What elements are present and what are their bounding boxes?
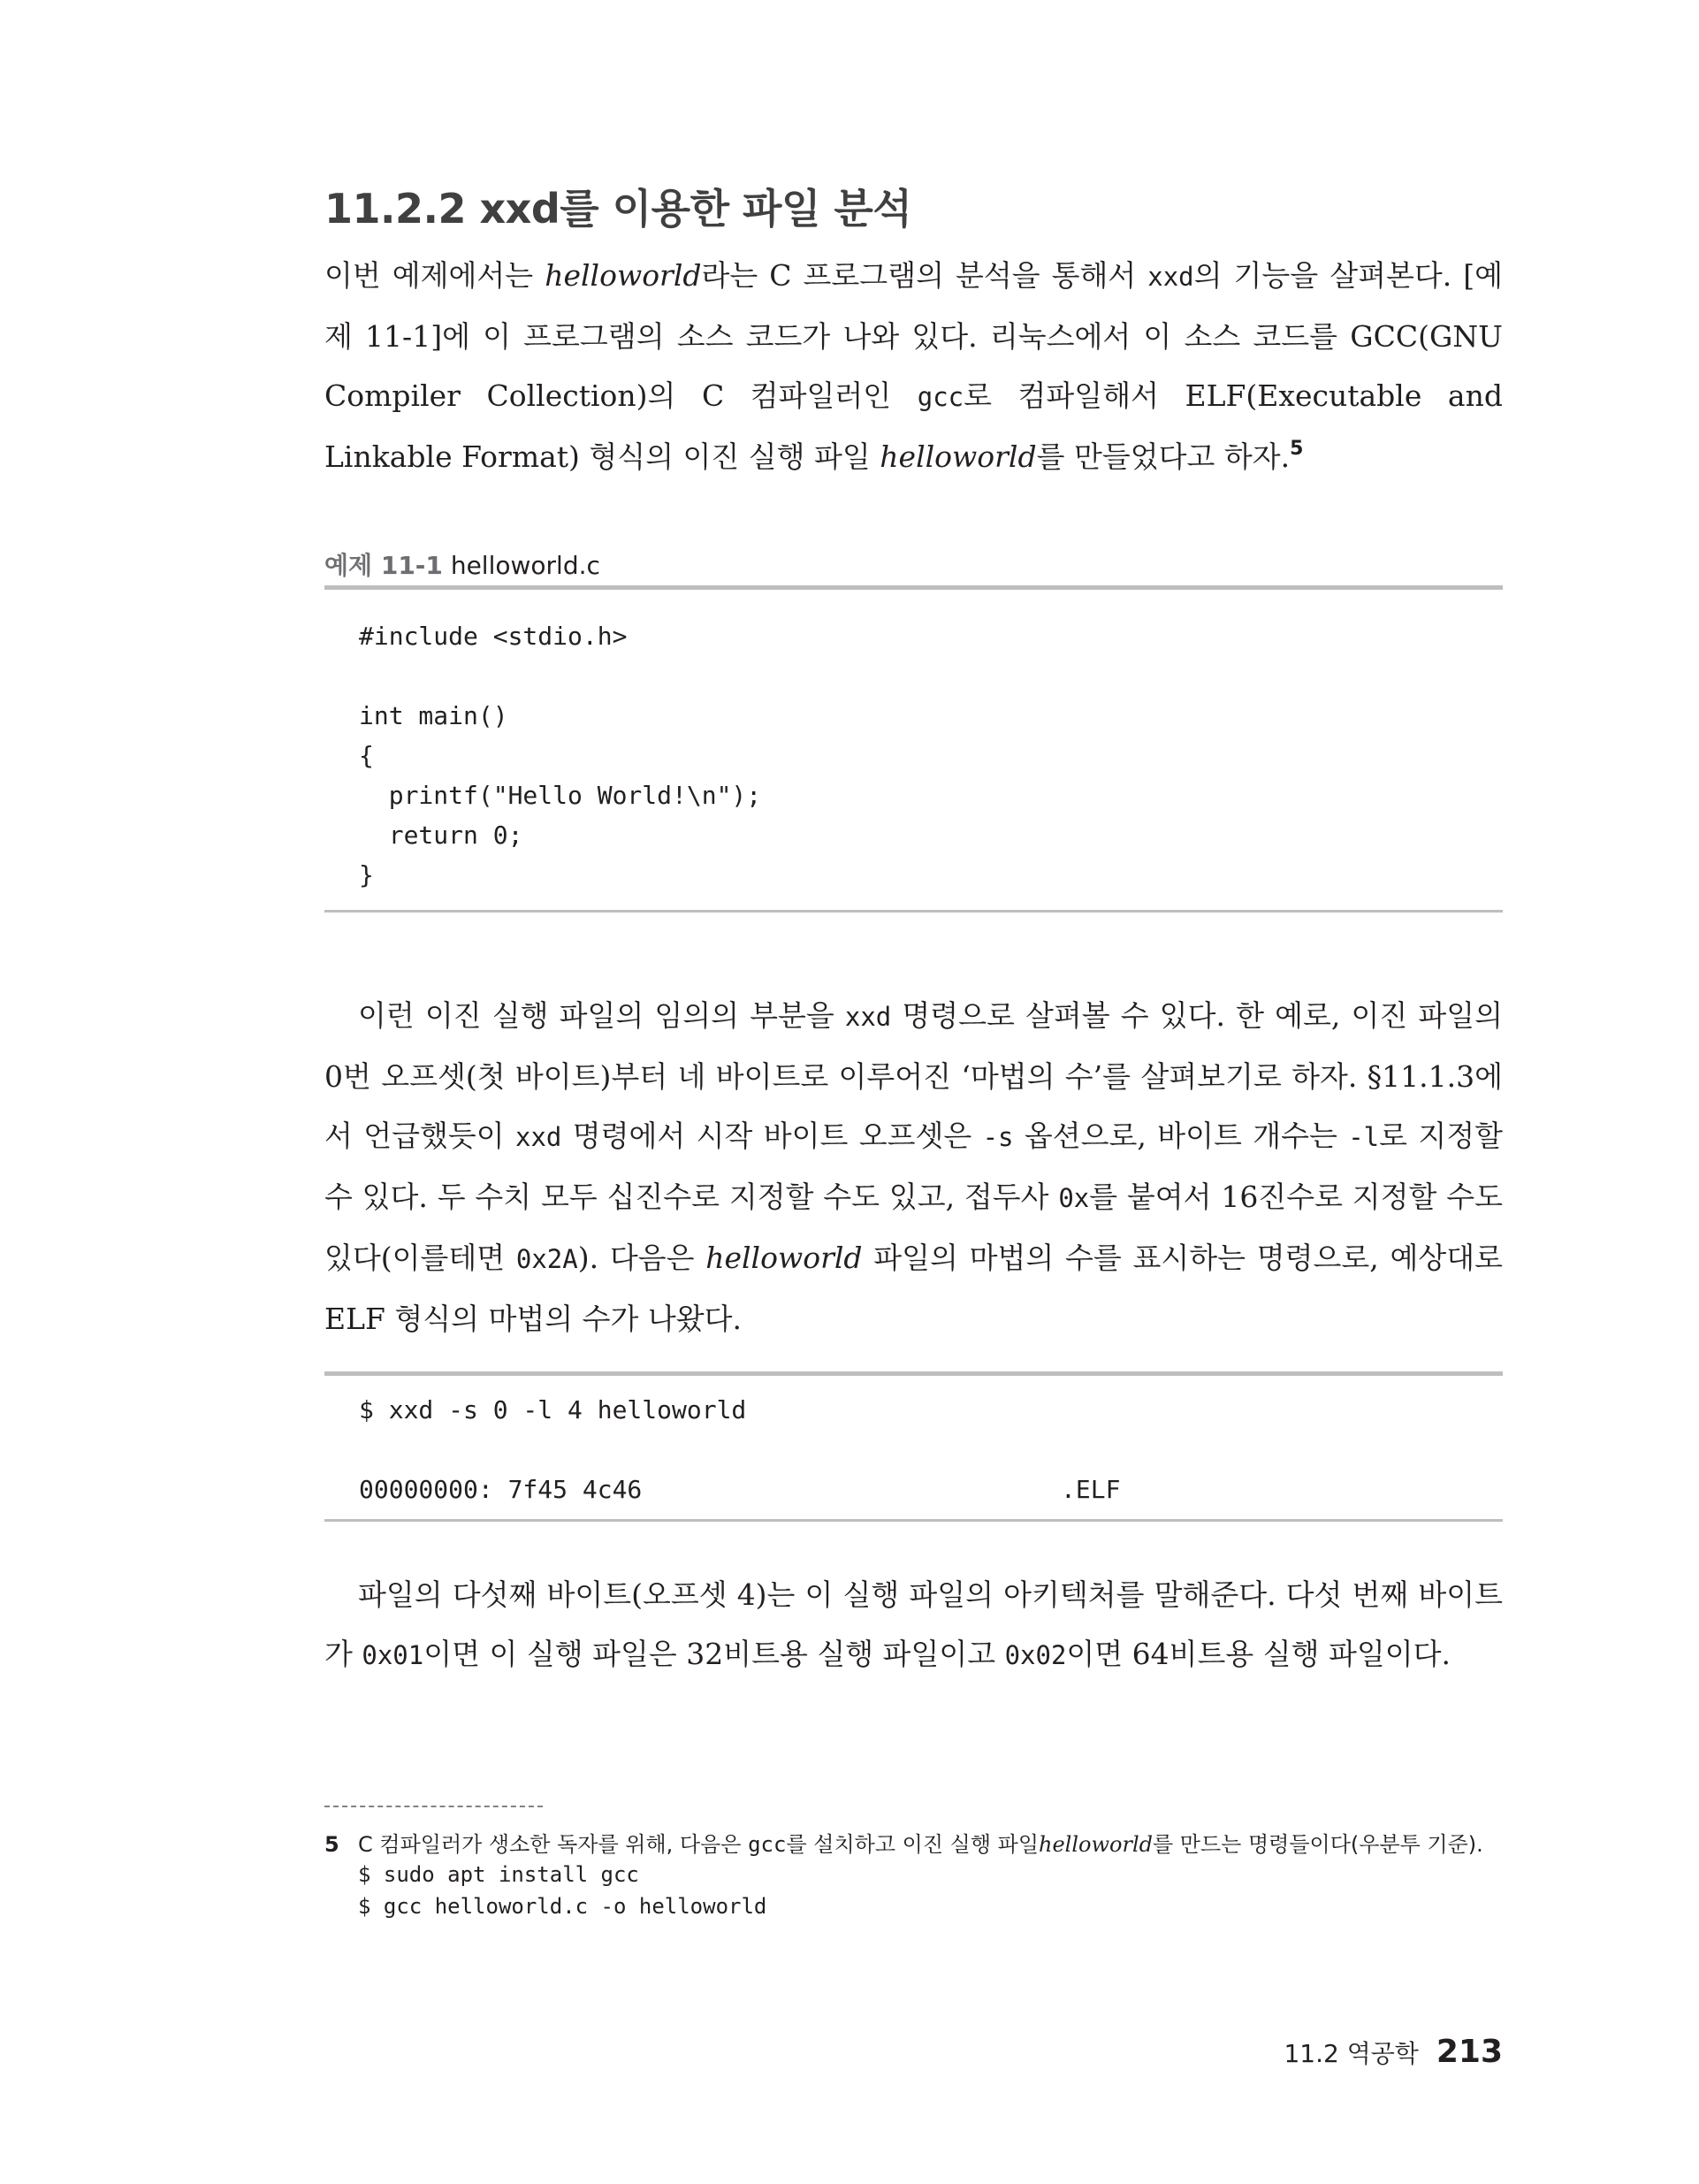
text-run: 이면 64비트용 실행 파일이다. xyxy=(1066,1637,1451,1671)
text-run: 이면 이 실행 파일은 32비트용 실행 파일이고 xyxy=(423,1637,1005,1671)
italic-term: helloworld xyxy=(1039,1832,1153,1857)
text-run: C 컴파일러가 생소한 독자를 위해, 다음은 xyxy=(358,1832,749,1857)
text-run: 옵션으로, 바이트 개수는 xyxy=(1013,1119,1349,1153)
code-line: return 0; xyxy=(359,821,523,850)
footnote xyxy=(324,1829,1503,1861)
text-run: 를 만드는 명령들이다(우분투 기준). xyxy=(1152,1832,1483,1857)
inline-code: -l xyxy=(1348,1122,1380,1152)
text-run: 명령으로 살펴볼 수 있다. 한 예로, 이진 파일의 0번 오프셋(첫 바이트)부터 네 바이트로 이루어진 ‘마법의 수’를 살펴보기로 하자. §11.1.3에서 언급했듯이 xyxy=(324,998,1504,1153)
text-run: ). 다음은 xyxy=(577,1241,706,1275)
command-input: $ xxd -s 0 -l 4 helloworld xyxy=(359,1395,747,1424)
text-run: 를 만들었다고 하자. xyxy=(1036,439,1291,474)
inline-code: 0x2A xyxy=(515,1244,578,1274)
text-run: 명령에서 시작 바이트 오프셋은 xyxy=(561,1119,983,1153)
code-block xyxy=(324,616,1503,895)
section-heading xyxy=(324,177,911,235)
text-run: 로 컴파일해서 ELF(Executable and Linkable Format) 형식의 이진 실행 파일 xyxy=(324,378,1503,474)
code-line: #include <stdio.h> xyxy=(359,622,628,651)
italic-term: helloworld xyxy=(705,1241,863,1275)
body-paragraph xyxy=(324,1565,1503,1685)
inline-code: gcc xyxy=(748,1832,787,1857)
section-title: xxd를 이용한 파일 분석 xyxy=(479,185,912,233)
footer-chapter: 11.2 역공학 xyxy=(1284,2039,1419,2068)
footnote-command: $ sudo apt install gcc xyxy=(358,1862,639,1887)
text-run: 를 설치하고 이진 실행 파일 xyxy=(786,1832,1040,1857)
text-run: 이번 예제에서는 xyxy=(324,258,545,293)
command-output-ascii: .ELF xyxy=(1061,1475,1121,1504)
inline-code: xxd xyxy=(1147,262,1194,292)
inline-code: 0x02 xyxy=(1004,1640,1067,1670)
italic-term: helloworld xyxy=(545,258,702,293)
page-number: 213 xyxy=(1436,2034,1503,2070)
inline-code: xxd xyxy=(844,1002,892,1032)
footnote-divider xyxy=(324,1806,543,1807)
footnote-reference[interactable]: 5 xyxy=(1290,438,1304,460)
text-run: 파일의 다섯째 바이트(오프셋 4)는 이 실행 파일의 아키텍처를 말해준다. 다섯 번째 바이트가 xyxy=(324,1577,1503,1671)
inline-code: 0x xyxy=(1058,1183,1090,1213)
code-listing xyxy=(324,585,1503,913)
italic-term: helloworld xyxy=(880,439,1037,474)
inline-code: -s xyxy=(982,1122,1014,1152)
text-run: 로 지정할 수 있다. 두 수치 모두 십진수로 지정할 수도 있고, 접두사 xyxy=(324,1119,1503,1214)
example-caption xyxy=(324,546,600,582)
text-run: 라는 C 프로그램의 분석을 통해서 xyxy=(701,258,1148,293)
text-run: 를 붙여서 16진수로 지정할 수도 있다(이를테면 xyxy=(324,1180,1503,1275)
code-line: { xyxy=(359,741,374,770)
body-paragraph xyxy=(324,986,1503,1348)
example-label: 예제 11-1 xyxy=(324,551,443,580)
inline-code: xxd xyxy=(514,1122,562,1152)
code-line: } xyxy=(359,860,374,890)
example-filename: helloworld.c xyxy=(450,551,600,580)
command-output-hex: 00000000: 7f45 4c46 xyxy=(359,1475,643,1504)
footnote-number: 5 xyxy=(324,1832,339,1857)
text-run: 이런 이진 실행 파일의 임의의 부분을 xyxy=(358,998,845,1033)
command-listing xyxy=(324,1371,1503,1522)
footnote-command: $ gcc helloworld.c -o helloworld xyxy=(358,1894,767,1919)
section-number: 11.2.2 xyxy=(324,185,466,233)
text-run: 의 기능을 살펴본다. [예제 11-1]에 이 프로그램의 소스 코드가 나와 있다. 리눅스에서 이 소스 코드를 GCC(GNU Compiler Collection)의 C 컴파일러인 xyxy=(324,258,1503,413)
text-run: 파일의 마법의 수를 표시하는 명령으로, 예상대로 ELF 형식의 마법의 수가 나왔다. xyxy=(324,1241,1503,1336)
code-line: int main() xyxy=(359,701,508,730)
inline-code: 0x01 xyxy=(362,1640,424,1670)
code-line xyxy=(359,656,1503,696)
running-footer xyxy=(1284,2034,1503,2070)
code-line: printf("Hello World!\n"); xyxy=(359,781,762,810)
intro-paragraph xyxy=(324,246,1503,486)
inline-code: gcc xyxy=(917,382,964,412)
